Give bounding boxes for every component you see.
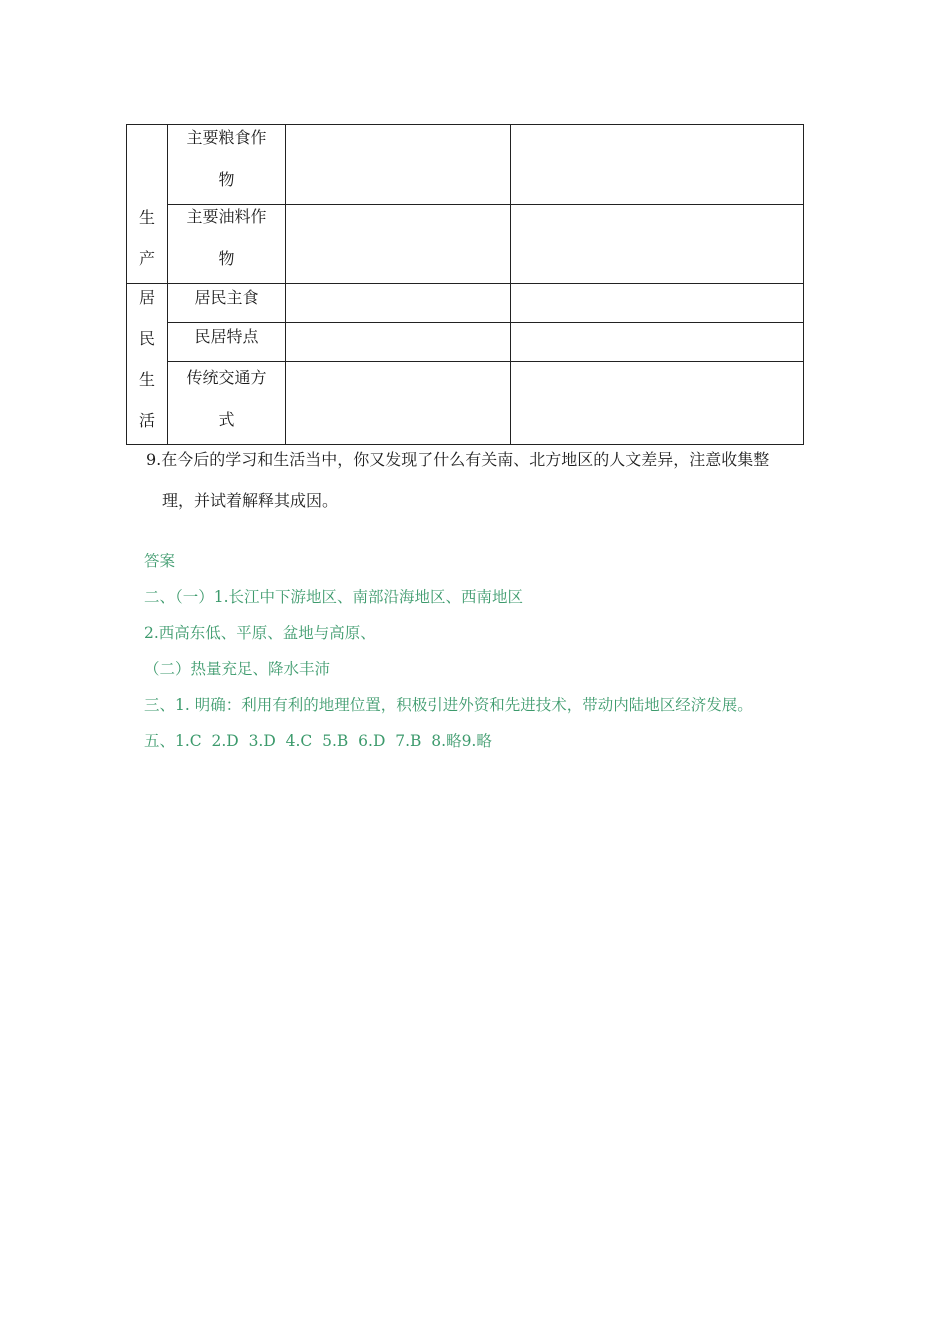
col-divider [510,125,511,444]
row-divider [167,204,804,205]
row-label-line: 主要油料作 [186,207,267,226]
group-label-production-char: 产 [138,249,155,268]
answer-line: 三、1. 明确：利用有利的地理位置，积极引进外资和先进技术，带动内陆地区经济发展。 [144,696,753,714]
row-label-line: 物 [218,170,235,189]
row-label-line: 主要粮食作 [186,128,267,147]
row-label-line: 物 [218,249,235,268]
group-label-life-char: 活 [138,411,155,430]
answer-line: 五、1.C 2.D 3.D 4.C 5.B 6.D 7.B 8.略9.略 [144,732,492,750]
question-9-line: 理，并试着解释其成因。 [162,491,339,510]
answer-line: 2.西高东低、平原、盆地与高原、 [144,624,376,642]
answer-line: 二、（一）1.长江中下游地区、南部沿海地区、西南地区 [144,588,524,606]
row-divider [167,361,804,362]
row-label-dwelling: 民居特点 [194,327,259,346]
row-label-line: 式 [218,410,235,429]
answer-heading: 答案 [144,552,176,570]
group-label-production-char: 生 [138,208,155,227]
group-label-life-char: 民 [138,329,155,348]
row-label-transport [168,368,285,430]
answer-line: （二）热量充足、降水丰沛 [144,660,331,678]
col-divider [285,125,286,444]
question-9-line: 9.在今后的学习和生活当中，你又发现了什么有关南、北方地区的人文差异，注意收集整 [146,450,770,469]
group-label-life-char: 生 [138,370,155,389]
row-label-oil-crops [168,207,285,269]
comparison-table [126,124,804,445]
row-label-grain-crops [168,128,285,190]
row-label-line: 传统交通方 [186,368,267,387]
row-divider [167,322,804,323]
row-label-staple-food: 居民主食 [194,288,259,307]
row-divider [127,283,804,284]
group-label-life-char: 居 [138,288,155,307]
